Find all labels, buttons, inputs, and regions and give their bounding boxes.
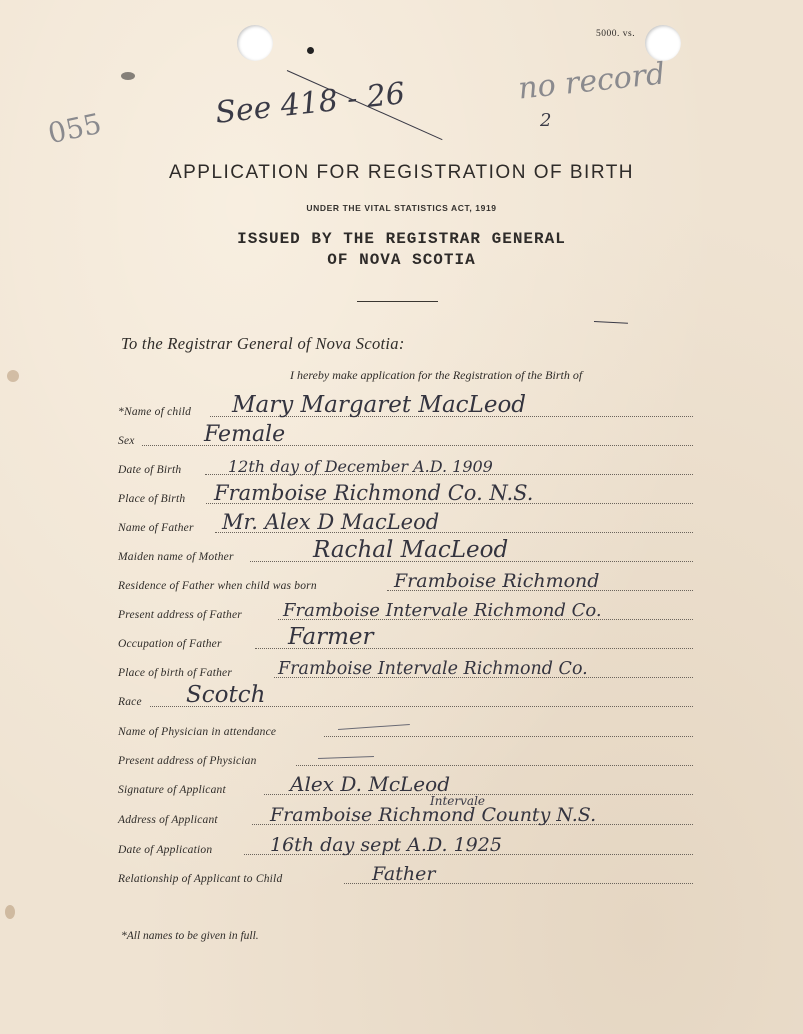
form-title: APPLICATION FOR REGISTRATION OF BIRTH <box>168 162 635 183</box>
field-value: Farmer <box>288 624 374 650</box>
footnote: *All names to be given in full. <box>121 930 259 942</box>
field-label: Present address of Father <box>118 609 242 621</box>
field-row-applicant-address <box>0 806 803 828</box>
field-label: Name of Physician in attendance <box>118 726 277 738</box>
field-label: Name of Father <box>118 522 194 534</box>
field-value: Mr. Alex D MacLeod <box>222 510 440 534</box>
field-label: Date of Application <box>118 844 213 856</box>
field-value: 16th day sept A.D. 1925 <box>270 834 502 856</box>
field-row-relationship <box>0 865 803 887</box>
field-value: Mary Margaret MacLeod <box>232 392 527 418</box>
field-row-sex <box>0 422 803 449</box>
field-label: Residence of Father when child was born <box>118 580 317 592</box>
issuer-line-1: ISSUED BY THE REGISTRAR GENERAL <box>237 230 566 248</box>
field-label: *Name of child <box>118 406 192 418</box>
field-row-father-name <box>0 510 803 536</box>
field-label: Present address of Physician <box>118 755 257 767</box>
field-row-mother-maiden-name <box>0 537 803 565</box>
field-label: Place of Birth <box>118 493 186 505</box>
ink-smudge <box>121 72 135 80</box>
address-insert: Intervale <box>430 794 486 808</box>
field-row-physician-address <box>0 747 803 769</box>
pen-stroke <box>594 321 628 324</box>
field-line <box>324 736 693 737</box>
field-value: Female <box>204 422 286 447</box>
field-value: Alex D. McLeod <box>290 772 450 796</box>
field-value: Framboise Richmond <box>394 570 600 592</box>
field-row-father-address <box>0 601 803 623</box>
ink-speck <box>307 47 314 54</box>
salutation: To the Registrar General of Nova Scotia: <box>121 334 405 353</box>
field-row-place-of-birth <box>0 481 803 507</box>
paper-stain <box>5 905 15 919</box>
see-note: See 418 - 26 <box>213 76 407 131</box>
margin-mark: 2 <box>540 110 552 131</box>
field-value: Framboise Intervale Richmond Co. <box>283 600 602 621</box>
field-label: Date of Birth <box>118 464 182 476</box>
field-label: Maiden name of Mother <box>118 551 234 563</box>
field-row-father-residence <box>0 572 803 594</box>
margin-number: 055 <box>45 106 105 151</box>
field-label: Address of Applicant <box>118 814 218 826</box>
field-label: Sex <box>118 435 135 447</box>
field-row-application-date <box>0 836 803 858</box>
field-label: Relationship of Applicant to Child <box>118 873 283 885</box>
corner-note: no record <box>516 56 667 107</box>
intro-text: I hereby make application for the Registration of the Birth of <box>290 368 583 382</box>
field-value: Framboise Intervale Richmond Co. <box>278 659 588 679</box>
field-value: Father <box>372 863 436 885</box>
field-row-father-occupation <box>0 624 803 652</box>
field-value: Scotch <box>186 682 266 708</box>
field-label: Race <box>118 696 142 708</box>
field-value: Framboise Richmond Co. N.S. <box>214 481 534 505</box>
issuer-line-2: OF NOVA SCOTIA <box>327 251 476 269</box>
field-row-physician-name <box>0 718 803 740</box>
paper-stain <box>7 370 19 382</box>
field-row-date-of-birth <box>0 456 803 478</box>
field-value: Rachal MacLeod <box>313 537 509 563</box>
field-value: 12th day of December A.D. 1909 <box>228 457 493 476</box>
form-code: 5000. vs. <box>596 29 636 39</box>
punch-hole-left <box>237 25 273 61</box>
field-label: Occupation of Father <box>118 638 222 650</box>
title-divider <box>357 301 438 302</box>
field-line <box>296 765 693 766</box>
form-subtitle: UNDER THE VITAL STATISTICS ACT, 1919 <box>306 203 497 213</box>
field-row-father-birthplace <box>0 659 803 681</box>
field-row-child-name <box>0 392 803 420</box>
field-value: Framboise Richmond County N.S. <box>270 804 597 826</box>
field-row-race <box>0 682 803 710</box>
field-label: Signature of Applicant <box>118 784 226 796</box>
field-row-applicant-signature <box>0 772 803 798</box>
field-label: Place of birth of Father <box>118 667 233 679</box>
